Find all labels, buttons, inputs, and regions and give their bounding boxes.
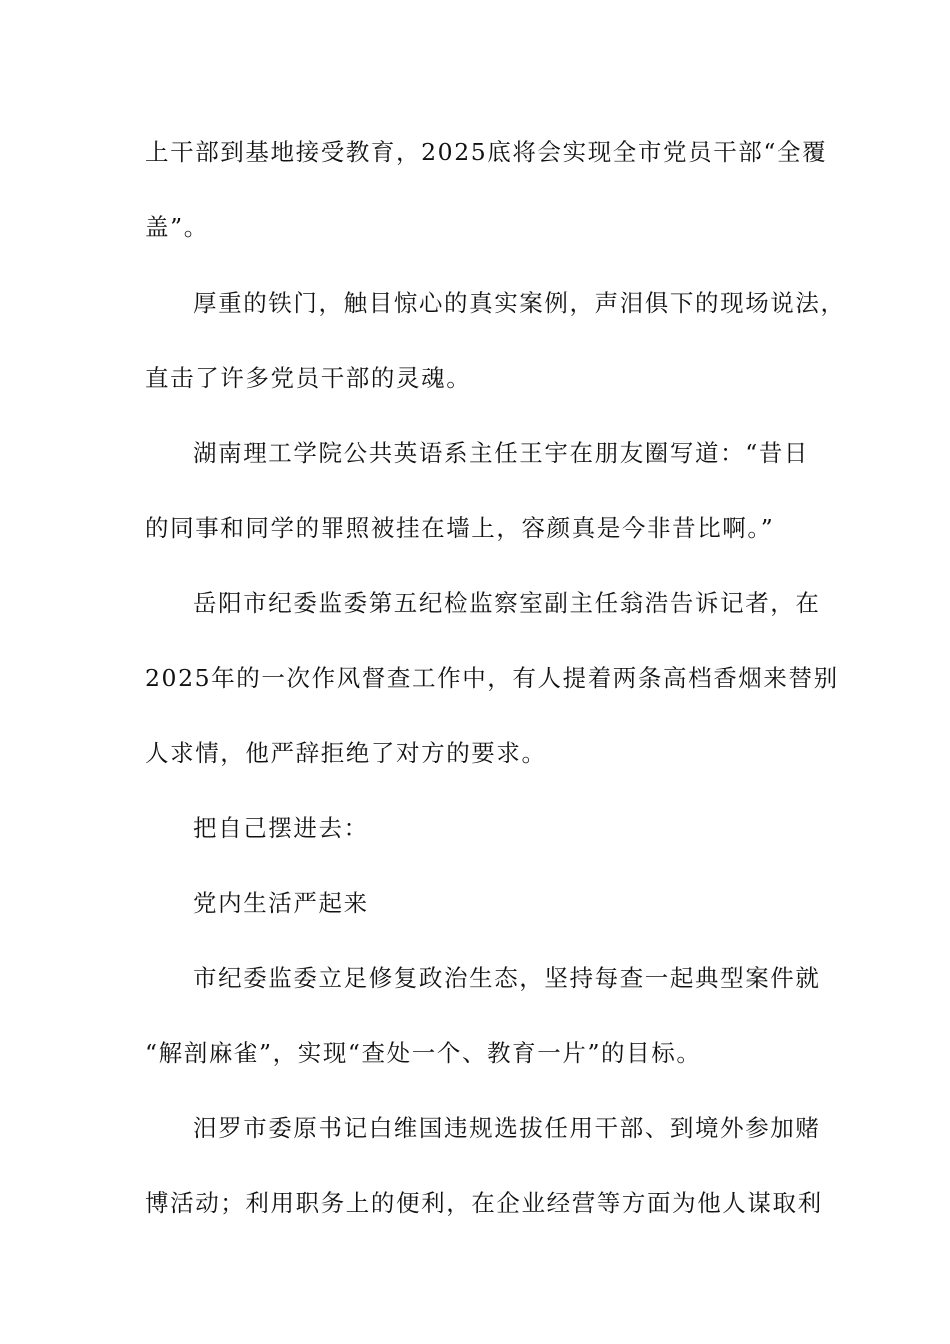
text-line: 的同事和同学的罪照被挂在墙上，容颜真是今非昔比啊。” xyxy=(145,514,775,542)
text-line: 直击了许多党员干部的灵魂。 xyxy=(145,364,472,392)
text-line: 2025年的一次作风督查工作中，有人提着两条高档香烟来替别 xyxy=(145,664,839,692)
paragraph-first-line: 汨罗市委原书记白维国违规选拔任用干部、到境外参加赌 xyxy=(193,1114,821,1142)
paragraph-first-line: 厚重的铁门，触目惊心的真实案例，声泪俱下的现场说法， xyxy=(193,289,846,317)
text-line: 上干部到基地接受教育，2025底将会实现全市党员干部“全覆 xyxy=(145,138,828,166)
text-line: 盖”。 xyxy=(145,213,209,241)
text-line: “解剖麻雀”，实现“查处一个、教育一片”的目标。 xyxy=(145,1039,702,1067)
paragraph-first-line: 岳阳市纪委监委第五纪检监察室副主任翁浩告诉记者，在 xyxy=(193,589,821,617)
text-line: 博活动；利用职务上的便利，在企业经营等方面为他人谋取利 xyxy=(145,1189,823,1217)
paragraph-first-line: 市纪委监委立足修复政治生态，坚持每查一起典型案件就 xyxy=(193,964,821,992)
section-lead: 把自己摆进去： xyxy=(193,814,369,842)
text-line: 人求情，他严辞拒绝了对方的要求。 xyxy=(145,739,547,767)
section-heading: 党内生活严起来 xyxy=(193,889,369,917)
paragraph-first-line: 湖南理工学院公共英语系主任王宇在朋友圈写道：“昔日 xyxy=(193,439,810,467)
